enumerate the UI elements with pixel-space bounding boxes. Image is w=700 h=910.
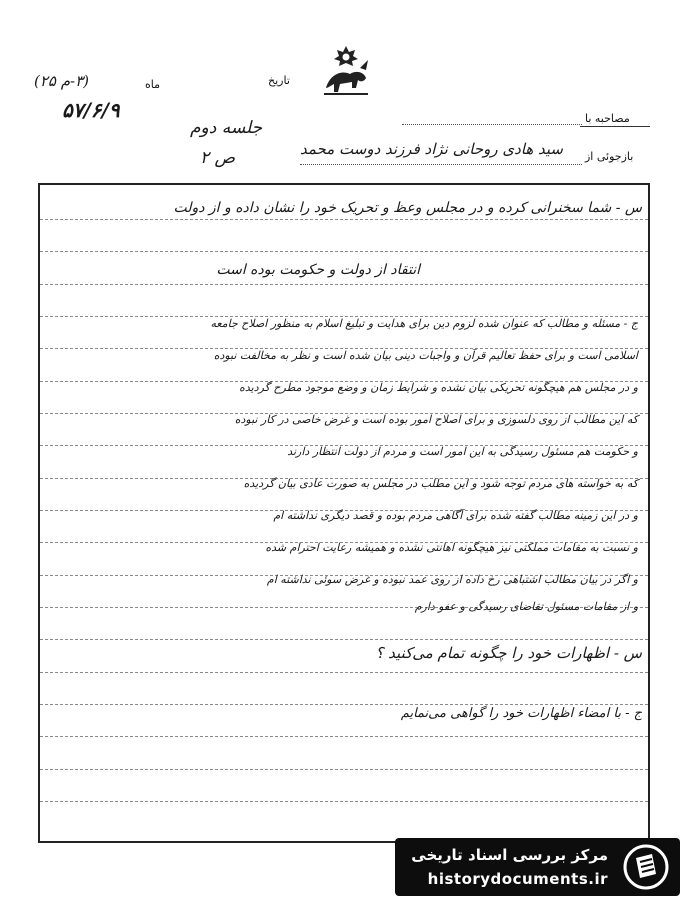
question-2-line: س - اظهارات خود را چگونه تمام می‌کنید ؟ <box>375 644 642 662</box>
handwritten-date: ۵۷/۶/۹ <box>62 98 120 122</box>
answer-1-line-9: و اگر در بیان مطالب اشتباهی رخ داده از روی عمد نبوده و غرض سوئی نداشته ام <box>266 573 638 586</box>
answer-1-line-2: اسلامی است و برای حفظ تعالیم قرآن و واجبات دینی بیان شده است و نظر به مخالفت نبوده <box>213 349 638 362</box>
answer-1-line-3: و در مجلس هم هیچگونه تحریکی بیان نشده و شرایط زمان و وضع موجود مطرح گردیده <box>239 381 638 394</box>
session-note-line2: ص ۲ <box>200 148 236 168</box>
subject-dotted-line <box>300 164 582 165</box>
archive-logo-icon <box>622 844 670 890</box>
answer-1-line-8: و نسبت به مقامات مملکتی نیز هیچگونه اهانتی نشده و همیشه رعایت احترام شده <box>265 541 638 554</box>
subject-name: سید هادی روحانی نژاد فرزند دوست محمد <box>300 140 564 158</box>
answer-1-line-1: ج - مسئله و مطالب که عنوان شده لزوم دین برای هدایت و تبلیغ اسلام به منظور اصلاح جامعه <box>210 317 638 330</box>
archive-watermark-banner <box>395 838 680 896</box>
question-1-line-1: س - شما سخنرانی کرده و در مجلس وعظ و تحریک خود را نشان داده و از دولت <box>173 200 642 216</box>
answer-1-line-5: و حکومت هم مسئول رسیدگی به این امور است و مردم از دولت انتظار دارند <box>287 445 638 458</box>
interrogation-label: بازجوئی از <box>585 150 634 163</box>
reference-number: (۳-م ۲۵) <box>34 72 90 90</box>
date-label: تاریخ <box>268 74 290 87</box>
answer-2-line: ج - با امضاء اظهارات خود را گواهی می‌نمایم <box>400 706 642 721</box>
interview-underline <box>580 126 650 127</box>
archive-website: historydocuments.ir <box>427 870 608 888</box>
interview-dotted-line <box>402 124 582 125</box>
question-1-line-2: انتقاد از دولت و حکومت بوده است <box>216 262 420 278</box>
answer-1-line-4: که این مطالب از روی دلسوزی و برای اصلاح امور بوده است و غرض خاصی در کار نبوده <box>234 413 638 426</box>
archive-center-name: مرکز بررسی اسناد تاریخی <box>411 846 608 864</box>
month-label: ماه <box>145 78 161 91</box>
session-note-line1: جلسه دوم <box>190 118 263 138</box>
lion-and-sun-emblem <box>320 44 372 100</box>
answer-1-line-10: و از مقامات مسئول تقاضای رسیدگی و عفو دارم <box>414 600 638 613</box>
answer-1-line-6: که به خواسته های مردم توجه شود و این مطلب در مجلس به صورت عادی بیان گردیده <box>243 477 638 490</box>
answer-1-line-7: و در این زمینه مطالب گفته شده برای آگاهی مردم بوده و قصد دیگری نداشته ام <box>273 509 638 522</box>
interview-label: مصاحبه با <box>585 112 630 125</box>
